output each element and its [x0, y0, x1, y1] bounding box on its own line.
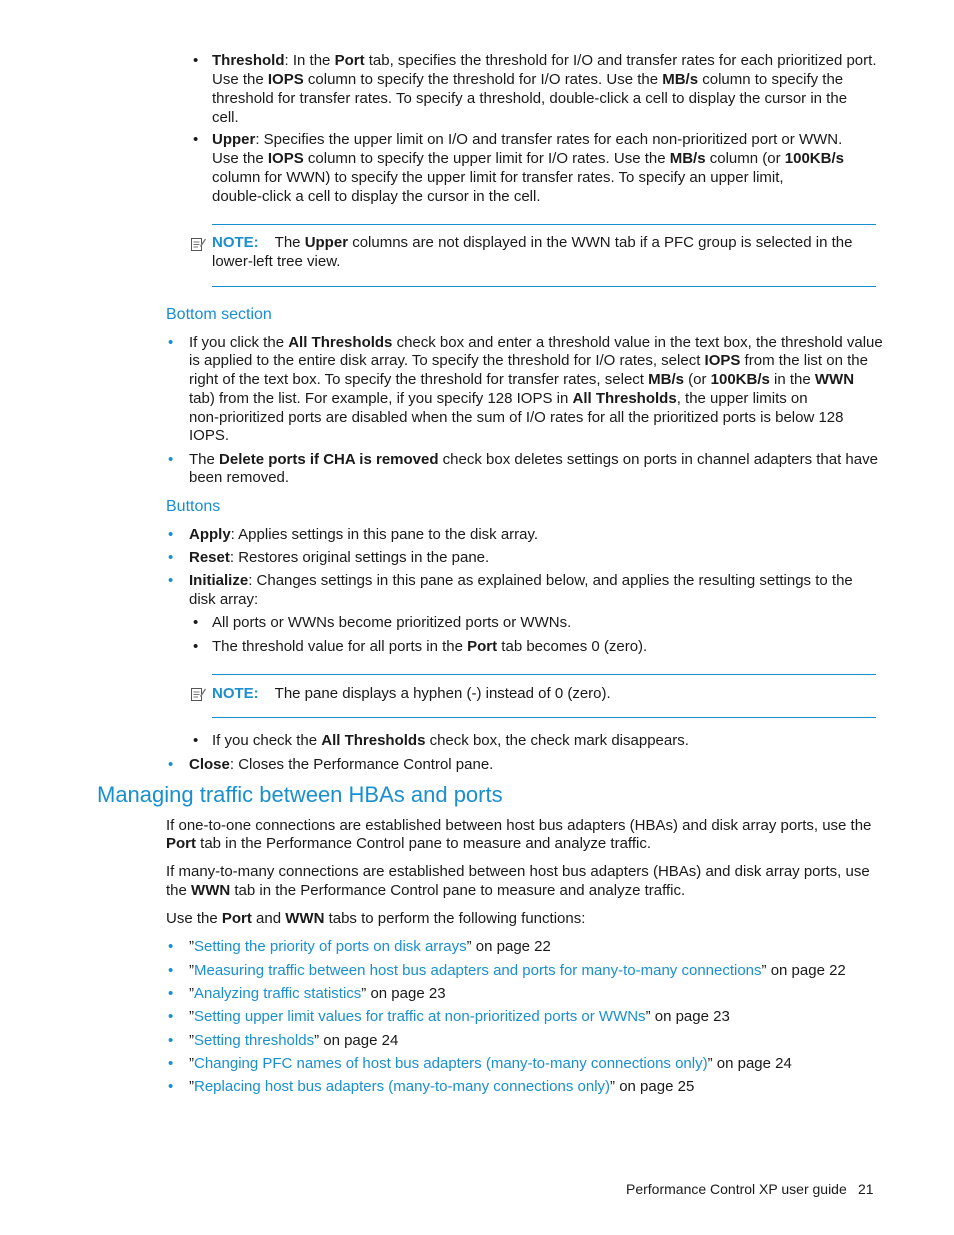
- note-bottom-rule: [212, 286, 876, 287]
- bottom-item2-line-1: The Delete ports if CHA is removed check box deletes settings on ports in channel adapters that have: [189, 451, 878, 468]
- bullet: •: [168, 451, 174, 468]
- reset-item: Reset: Restores original settings in the pane.: [189, 549, 490, 566]
- bullet: •: [168, 938, 174, 955]
- xref-link[interactable]: Setting upper limit values for traffic at non-prioritized ports or WWNs: [194, 1008, 646, 1025]
- xref-link[interactable]: Analyzing traffic statistics: [194, 985, 362, 1002]
- upper-line-1: Upper: Specifies the upper limit on I/O and transfer rates for each non-prioritized port or WWN.: [212, 131, 843, 148]
- threshold-line-3: threshold for transfer rates. To specify a threshold, double-click a cell to display the cursor in the: [212, 90, 848, 107]
- initialize-sub-1: All ports or WWNs become prioritized ports or WWNs.: [212, 614, 572, 631]
- note-top-rule: [212, 674, 876, 675]
- xref-item: ”Setting the priority of ports on disk arrays” on page 22: [189, 938, 551, 955]
- bullet: •: [168, 1008, 174, 1025]
- note-pencil-icon: [190, 236, 206, 252]
- bottom-item1-line-6: IOPS.: [189, 427, 230, 444]
- section-heading-bottom: Bottom section: [166, 306, 272, 323]
- note-bottom-rule: [212, 717, 876, 718]
- xref-item: ”Setting thresholds” on page 24: [189, 1032, 399, 1049]
- upper-line-3: column for WWN) to specify the upper limit for transfer rates. To specify an upper limit,: [212, 169, 784, 186]
- note-pencil-icon: [190, 686, 206, 702]
- bullet: •: [168, 985, 174, 1002]
- section-heading-buttons: Buttons: [166, 498, 221, 515]
- xref-item: ”Setting upper limit values for traffic at non-prioritized ports or WWNs” on page 23: [189, 1008, 730, 1025]
- initialize-sub-2: The threshold value for all ports in the Port tab becomes 0 (zero).: [212, 638, 648, 655]
- threshold-line-1: Threshold: In the Port tab, specifies the threshold for I/O and transfer rates for each prioritized port.: [212, 52, 877, 69]
- bottom-item1-line-3: right of the text box. To specify the threshold for transfer rates, select MB/s (or 100KB/s in the WWN: [189, 371, 855, 388]
- bottom-item2-line-2: been removed.: [189, 469, 290, 486]
- initialize-item-line-1: Initialize: Changes settings in this pane as explained below, and applies the resulting settings to the: [189, 572, 853, 589]
- bullet: •: [168, 549, 174, 566]
- xref-item: ”Changing PFC names of host bus adapters (many-to-many connections only)” on page 24: [189, 1055, 792, 1072]
- bullet: •: [168, 756, 174, 773]
- bullet: •: [193, 131, 199, 148]
- managing-p1-line-2: Port tab in the Performance Control pane to measure and analyze traffic.: [166, 835, 651, 852]
- xref-item: ”Replacing host bus adapters (many-to-many connections only)” on page 25: [189, 1078, 695, 1095]
- bottom-item1-line-4: tab) from the list. For example, if you specify 128 IOPS in All Thresholds, the upper limits on: [189, 390, 808, 407]
- bottom-item1-line-2: is applied to the entire disk array. To specify the threshold for I/O rates, select IOPS from the list on the: [189, 352, 868, 369]
- bullet: •: [168, 962, 174, 979]
- managing-p2-line-2: the WWN tab in the Performance Control pane to measure and analyze traffic.: [166, 882, 686, 899]
- note-label: NOTE:: [212, 234, 259, 251]
- note2-line: NOTE: The pane displays a hyphen (-) instead of 0 (zero).: [212, 685, 611, 702]
- bottom-item1-line-5: non-prioritized ports are disabled when the sum of I/O rates for all the prioritized ports is below 128: [189, 409, 844, 426]
- xref-link[interactable]: Changing PFC names of host bus adapters (many-to-many connections only): [194, 1055, 708, 1072]
- bottom-item1-line-1: If you click the All Thresholds check box and enter a threshold value in the text box, the threshold value: [189, 334, 883, 351]
- xref-link[interactable]: Setting thresholds: [194, 1032, 315, 1049]
- xref-link[interactable]: Measuring traffic between host bus adapters and ports for many-to-many connections: [194, 962, 762, 979]
- note1-line-2: lower-left tree view.: [212, 253, 341, 270]
- bullet: •: [193, 638, 199, 655]
- bullet: •: [168, 526, 174, 543]
- xref-item: ”Analyzing traffic statistics” on page 23: [189, 985, 446, 1002]
- note-top-rule: [212, 224, 876, 225]
- upper-line-2: Use the IOPS column to specify the upper limit for I/O rates. Use the MB/s column (or 100KB/s: [212, 150, 844, 167]
- close-item: Close: Closes the Performance Control pane.: [189, 756, 494, 773]
- xref-link[interactable]: Replacing host bus adapters (many-to-many connections only): [194, 1078, 611, 1095]
- page-number: 21: [858, 1181, 874, 1197]
- managing-p1-line-1: If one-to-one connections are established between host bus adapters (HBAs) and disk array ports, use the: [166, 817, 872, 834]
- note1-line-1: NOTE: The Upper columns are not displayed in the WWN tab if a PFC group is selected in the: [212, 234, 853, 251]
- managing-p3: Use the Port and WWN tabs to perform the following functions:: [166, 910, 586, 927]
- bullet: •: [193, 732, 199, 749]
- xref-item: ”Measuring traffic between host bus adapters and ports for many-to-many connections” on page 22: [189, 962, 846, 979]
- initialize-item-line-2: disk array:: [189, 591, 259, 608]
- section-heading-managing: Managing traffic between HBAs and ports: [97, 782, 503, 807]
- bullet: •: [168, 1032, 174, 1049]
- initialize-sub-3: If you check the All Thresholds check box, the check mark disappears.: [212, 732, 689, 749]
- threshold-line-4: cell.: [212, 109, 239, 126]
- xref-link[interactable]: Setting the priority of ports on disk arrays: [194, 938, 467, 955]
- bullet: •: [168, 1055, 174, 1072]
- note-label: NOTE:: [212, 685, 259, 702]
- footer-title: Performance Control XP user guide: [626, 1181, 847, 1197]
- threshold-line-2: Use the IOPS column to specify the threshold for I/O rates. Use the MB/s column to specify the: [212, 71, 844, 88]
- upper-line-4: double-click a cell to display the cursor in the cell.: [212, 188, 541, 205]
- managing-p2-line-1: If many-to-many connections are established between host bus adapters (HBAs) and disk array ports, use: [166, 863, 870, 880]
- bullet: •: [168, 334, 174, 351]
- bullet: •: [168, 1078, 174, 1095]
- bullet: •: [193, 614, 199, 631]
- apply-item: Apply: Applies settings in this pane to the disk array.: [189, 526, 539, 543]
- bullet: •: [168, 572, 174, 589]
- bullet: •: [193, 52, 199, 69]
